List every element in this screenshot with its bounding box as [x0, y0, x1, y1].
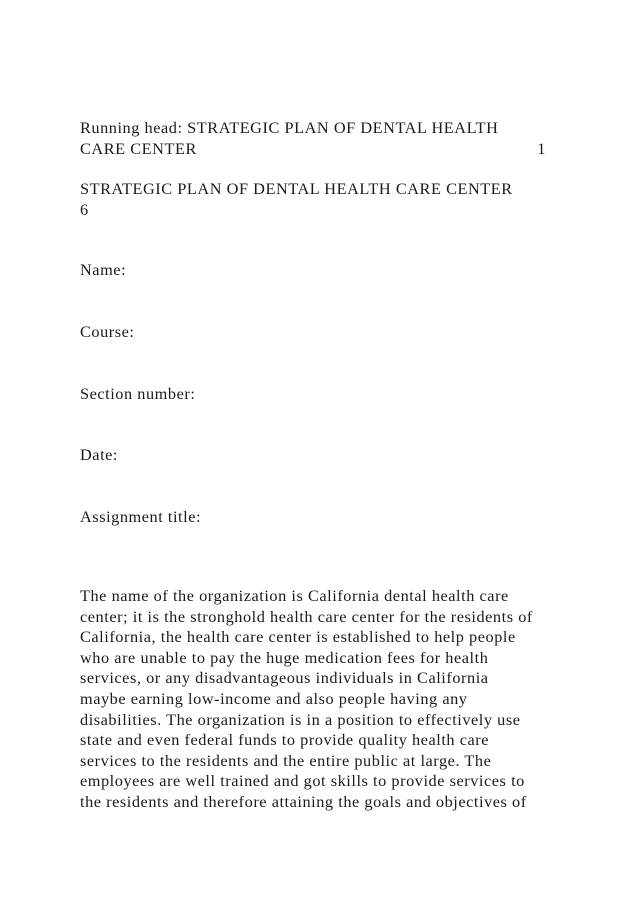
body-line: center; it is the stronghold health care center for the residents of	[80, 606, 533, 626]
body-line: The name of the organization is California dental health care	[80, 586, 509, 605]
name-field-label: Name:	[80, 260, 127, 279]
running-head-continuation	[80, 139, 546, 159]
date-field-label: Date:	[80, 445, 119, 464]
body-line: who are unable to pay the huge medication fees for health	[80, 647, 489, 667]
running-head: Running head: STRATEGIC PLAN OF DENTAL HEALTH	[80, 118, 499, 137]
course-field-label: Course:	[80, 322, 135, 341]
document-title: STRATEGIC PLAN OF DENTAL HEALTH CARE CENTER	[80, 179, 513, 198]
body-line: services, or any disadvantageous individuals in California	[80, 668, 489, 688]
assignment-title-field-label: Assignment title:	[80, 507, 202, 526]
body-paragraph	[80, 586, 580, 813]
body-line: maybe earning low-income and also people having any	[80, 688, 468, 708]
body-line: state and even federal funds to provide quality health care	[80, 730, 490, 750]
body-line: the residents and therefore attaining the goals and objectives of	[80, 791, 527, 811]
body-line: California, the health care center is established to help people	[80, 627, 516, 647]
page-number: 1	[537, 139, 546, 158]
body-line: services to the residents and the entire public at large. The	[80, 750, 492, 770]
body-line: employees are well trained and got skills to provide services to	[80, 771, 525, 791]
document-title-suffix: 6	[80, 200, 89, 219]
body-line: disabilities. The organization is in a position to effectively use	[80, 709, 521, 729]
running-head-line2: CARE CENTER	[80, 139, 197, 158]
section-number-field-label: Section number:	[80, 384, 196, 403]
